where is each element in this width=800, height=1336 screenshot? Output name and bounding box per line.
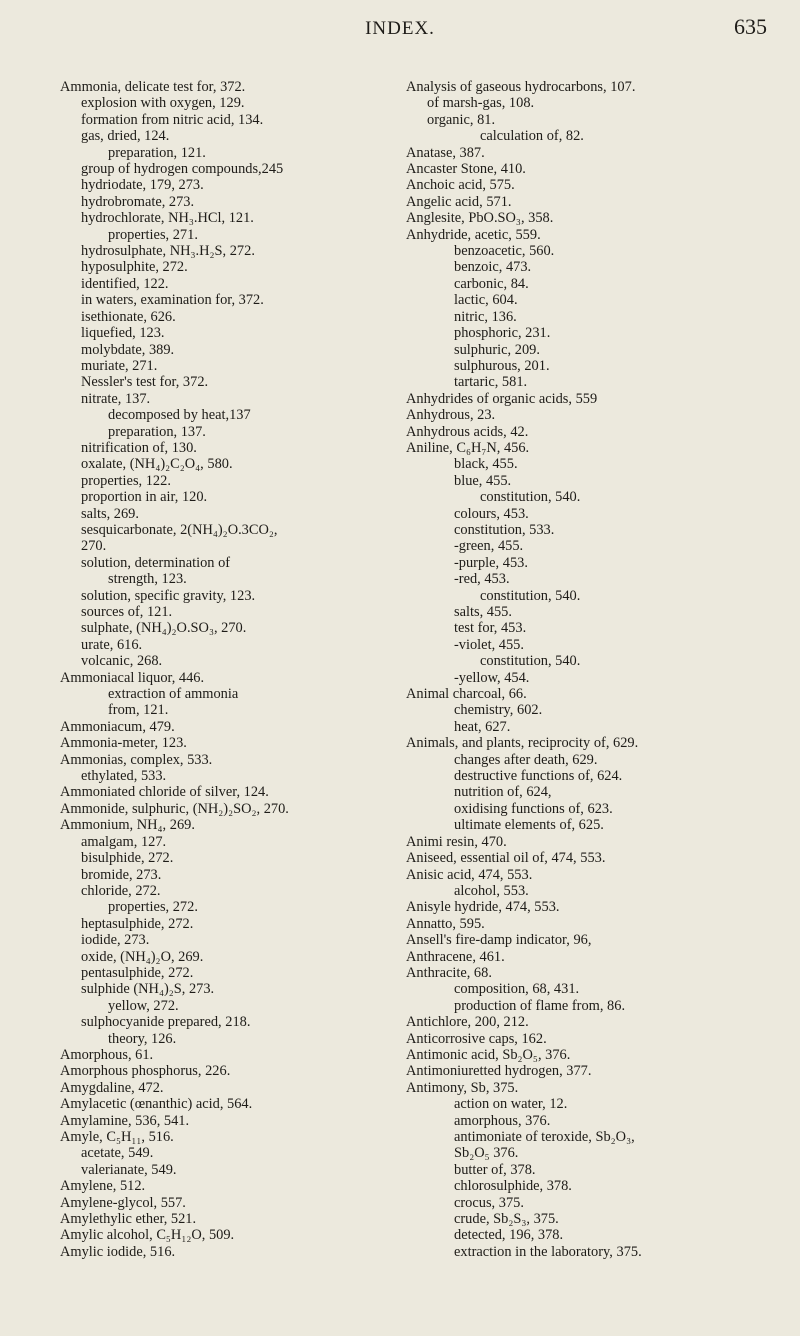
index-entry: Amylic alcohol, C₅H₁₂O, 509. xyxy=(60,1227,235,1244)
index-subentry: constitution, 533. xyxy=(454,521,555,538)
index-subentry: benzoacetic, 560. xyxy=(454,243,555,260)
index-entry: Anchoic acid, 575. xyxy=(406,177,515,194)
index-subentry: preparation, 137. xyxy=(108,423,206,440)
index-subentry: production of flame from, 86. xyxy=(454,997,626,1014)
index-subentry: hyposulphite, 272. xyxy=(81,259,188,276)
index-subentry: properties, 271. xyxy=(108,226,198,243)
index-entry: Ammoniacal liquor, 446. xyxy=(60,669,205,686)
index-subentry: amalgam, 127. xyxy=(81,833,167,850)
index-subentry: -red, 453. xyxy=(454,571,510,588)
index-entry: Amylethylic ether, 521. xyxy=(60,1211,197,1228)
index-entry: Amylacetic (œnanthic) acid, 564. xyxy=(60,1096,253,1113)
index-subentry: hydrosulphate, NH₃.H₂S, 272. xyxy=(81,243,255,260)
index-subentry: heptasulphide, 272. xyxy=(81,915,194,932)
index-subentry: test for, 453. xyxy=(454,620,527,637)
index-entry: Anhydrous, 23. xyxy=(406,407,496,424)
index-subentry: valerianate, 549. xyxy=(81,1161,177,1178)
index-subentry: ethylated, 533. xyxy=(81,768,167,785)
index-subentry: strength, 123. xyxy=(108,571,187,588)
index-subentry: nutrition of, 624, xyxy=(454,784,552,801)
index-subentry: proportion in air, 120. xyxy=(81,489,208,506)
index-subentry: phosphoric, 231. xyxy=(454,325,551,342)
index-entry: Anisyle hydride, 474, 553. xyxy=(406,899,560,916)
index-subentry: composition, 68, 431. xyxy=(454,981,580,998)
index-subentry: sulphide (NH₄)₂S, 273. xyxy=(81,981,215,998)
index-subentry: destructive functions of, 624. xyxy=(454,768,623,785)
running-title: INDEX. xyxy=(365,18,435,39)
index-subentry: tartaric, 581. xyxy=(454,374,528,391)
page-number: 635 xyxy=(734,14,767,39)
index-subentry: Nessler's test for, 372. xyxy=(81,374,209,391)
index-subentry: decomposed by heat,137 xyxy=(108,407,251,424)
index-subentry: alcohol, 553. xyxy=(454,882,529,899)
index-subentry: liquefied, 123. xyxy=(81,325,165,342)
index-subentry: of marsh-gas, 108. xyxy=(427,95,535,112)
index-subentry: nitrification of, 130. xyxy=(81,439,197,456)
index-subentry: nitric, 136. xyxy=(454,308,517,325)
index-column-left xyxy=(60,79,370,1260)
index-entry: Anglesite, PbO.SO₃, 358. xyxy=(406,210,554,227)
index-subentry: Sb₂O₅ 376. xyxy=(454,1145,519,1162)
index-subentry: iodide, 273. xyxy=(81,932,150,949)
index-subentry: pentasulphide, 272. xyxy=(81,964,194,981)
index-subentry: molybdate, 389. xyxy=(81,341,175,358)
index-subentry: chloride, 272. xyxy=(81,882,161,899)
index-subentry: black, 455. xyxy=(454,456,518,473)
index-entry: Animal charcoal, 66. xyxy=(406,686,527,703)
index-subentry: extraction of ammonia xyxy=(108,686,239,703)
index-subentry: chemistry, 602. xyxy=(454,702,543,719)
index-subentry: constitution, 540. xyxy=(480,587,581,604)
index-subentry: action on water, 12. xyxy=(454,1096,568,1113)
index-subentry: sulphate, (NH₄)₂O.SO₃, 270. xyxy=(81,620,247,637)
index-entry: Antimonic acid, Sb₂O₅, 376. xyxy=(406,1046,571,1063)
index-entry: Ammonium, NH₄, 269. xyxy=(60,817,195,834)
index-subentry: properties, 122. xyxy=(81,472,171,489)
index-subentry: 270. xyxy=(81,538,107,555)
index-subentry: in waters, examination for, 372. xyxy=(81,292,264,309)
index-subentry: sources of, 121. xyxy=(81,604,173,620)
index-entry: Animi resin, 470. xyxy=(406,833,507,850)
index-entry: Antimony, Sb, 375. xyxy=(406,1079,519,1096)
index-subentry: lactic, 604. xyxy=(454,292,518,309)
index-subentry: preparation, 121. xyxy=(108,144,206,161)
index-subentry: sulphocyanide prepared, 218. xyxy=(81,1014,251,1031)
index-subentry: carbonic, 84. xyxy=(454,275,529,292)
index-subentry: theory, 126. xyxy=(108,1030,177,1047)
index-entry: Amygdaline, 472. xyxy=(60,1079,164,1096)
index-entry: Antimoniuretted hydrogen, 377. xyxy=(406,1063,592,1080)
index-entry: Animals, and plants, reciprocity of, 629. xyxy=(406,735,639,752)
index-entry: Amorphous, 61. xyxy=(60,1046,154,1063)
index-entry: Anhydrous acids, 42. xyxy=(406,423,529,440)
index-subentry: detected, 196, 378. xyxy=(454,1227,564,1244)
index-subentry: -violet, 455. xyxy=(454,636,524,653)
index-subentry: sulphurous, 201. xyxy=(454,357,550,374)
index-subentry: sulphuric, 209. xyxy=(454,341,540,358)
index-subentry: group of hydrogen compounds,245 xyxy=(81,161,284,178)
index-subentry: bromide, 273. xyxy=(81,866,162,883)
index-subentry: blue, 455. xyxy=(454,472,512,489)
index-entry: Amylamine, 536, 541. xyxy=(60,1112,190,1129)
index-subentry: changes after death, 629. xyxy=(454,751,598,768)
index-subentry: isethionate, 626. xyxy=(81,308,176,325)
index-subentry: butter of, 378. xyxy=(454,1161,536,1178)
index-subentry: calculation of, 82. xyxy=(480,128,584,145)
index-subentry: hydrochlorate, NH₃.HCl, 121. xyxy=(81,210,254,227)
index-entry: Ammoniated chloride of silver, 124. xyxy=(60,784,269,801)
index-subentry: benzoic, 473. xyxy=(454,259,532,276)
index-subentry: solution, specific gravity, 123. xyxy=(81,587,256,604)
index-subentry: ultimate elements of, 625. xyxy=(454,817,604,834)
index-subentry: explosion with oxygen, 129. xyxy=(81,95,245,112)
index-subentry: crude, Sb₂S₃, 375. xyxy=(454,1211,559,1228)
index-entry: Anhydride, acetic, 559. xyxy=(406,226,541,243)
index-entry: Ammoniacum, 479. xyxy=(60,718,175,735)
index-subentry: salts, 269. xyxy=(81,505,139,522)
index-column-right xyxy=(406,79,786,1260)
index-subentry: oxalate, (NH₄)₂C₂O₄, 580. xyxy=(81,456,233,473)
index-subentry: identified, 122. xyxy=(81,275,169,292)
index-subentry: chlorosulphide, 378. xyxy=(454,1178,572,1195)
index-subentry: muriate, 271. xyxy=(81,357,158,374)
index-subentry: properties, 272. xyxy=(108,899,198,916)
index-subentry: hydriodate, 179, 273. xyxy=(81,177,204,194)
index-entry: Ammonias, complex, 533. xyxy=(60,751,213,768)
index-entry: Anthracite, 68. xyxy=(406,964,492,981)
index-subentry: formation from nitric acid, 134. xyxy=(81,111,264,128)
index-subentry: antimoniate of teroxide, Sb₂O₃, xyxy=(454,1129,635,1145)
index-subentry: yellow, 272. xyxy=(108,997,179,1014)
index-entry: Aniline, C₆H₇N, 456. xyxy=(406,439,530,456)
index-subentry: solution, determination of xyxy=(81,554,231,571)
index-subentry: -green, 455. xyxy=(454,538,524,555)
index-entry: Anthracene, 461. xyxy=(406,948,505,965)
index-subentry: nitrate, 137. xyxy=(81,390,151,407)
index-entry: Ammonia-meter, 123. xyxy=(60,735,187,752)
index-subentry: extraction in the laboratory, 375. xyxy=(454,1243,642,1260)
index-subentry: sesquicarbonate, 2(NH₄)₂O.3CO₂, xyxy=(81,521,278,538)
index-subentry: oxidising functions of, 623. xyxy=(454,800,613,817)
index-subentry: urate, 616. xyxy=(81,636,143,653)
index-subentry: salts, 455. xyxy=(454,604,512,620)
index-entry: Angelic acid, 571. xyxy=(406,193,512,210)
index-subentry: organic, 81. xyxy=(427,111,496,128)
index-entry: Amylene, 512. xyxy=(60,1178,146,1195)
index-entry: Ammonia, delicate test for, 372. xyxy=(60,79,246,95)
index-subentry: -yellow, 454. xyxy=(454,669,530,686)
index-entry: Anatase, 387. xyxy=(406,144,485,161)
index-subentry: hydrobromate, 273. xyxy=(81,193,195,210)
index-subentry: colours, 453. xyxy=(454,505,529,522)
index-entry: Ammonide, sulphuric, (NH₂)₂SO₂, 270. xyxy=(60,800,289,817)
index-subentry: amorphous, 376. xyxy=(454,1112,551,1129)
index-entry: Anhydrides of organic acids, 559 xyxy=(406,390,598,407)
index-entry: Antichlore, 200, 212. xyxy=(406,1014,529,1031)
index-subentry: bisulphide, 272. xyxy=(81,850,174,867)
index-subentry: -purple, 453. xyxy=(454,554,528,571)
index-entry: Amylic iodide, 516. xyxy=(60,1243,176,1260)
index-subentry: constitution, 540. xyxy=(480,653,581,670)
index-entry: Analysis of gaseous hydrocarbons, 107. xyxy=(406,79,636,95)
index-entry: Anticorrosive caps, 162. xyxy=(406,1030,547,1047)
index-entry: Aniseed, essential oil of, 474, 553. xyxy=(406,850,606,867)
index-subentry: acetate, 549. xyxy=(81,1145,154,1162)
index-entry: Annatto, 595. xyxy=(406,915,485,932)
index-entry: Anisic acid, 474, 553. xyxy=(406,866,533,883)
index-subentry: crocus, 375. xyxy=(454,1194,524,1211)
index-entry: Ancaster Stone, 410. xyxy=(406,161,526,178)
index-entry: Ansell's fire-damp indicator, 96, xyxy=(406,932,592,949)
index-subentry: volcanic, 268. xyxy=(81,653,163,670)
index-subentry: oxide, (NH₄)₂O, 269. xyxy=(81,948,204,965)
index-subentry: gas, dried, 124. xyxy=(81,128,170,145)
index-entry: Amorphous phosphorus, 226. xyxy=(60,1063,231,1080)
index-subentry: heat, 627. xyxy=(454,718,511,735)
index-subentry: from, 121. xyxy=(108,702,169,719)
index-entry: Amylene-glycol, 557. xyxy=(60,1194,186,1211)
index-subentry: constitution, 540. xyxy=(480,489,581,506)
index-entry: Amyle, C₅H₁₁, 516. xyxy=(60,1129,174,1145)
